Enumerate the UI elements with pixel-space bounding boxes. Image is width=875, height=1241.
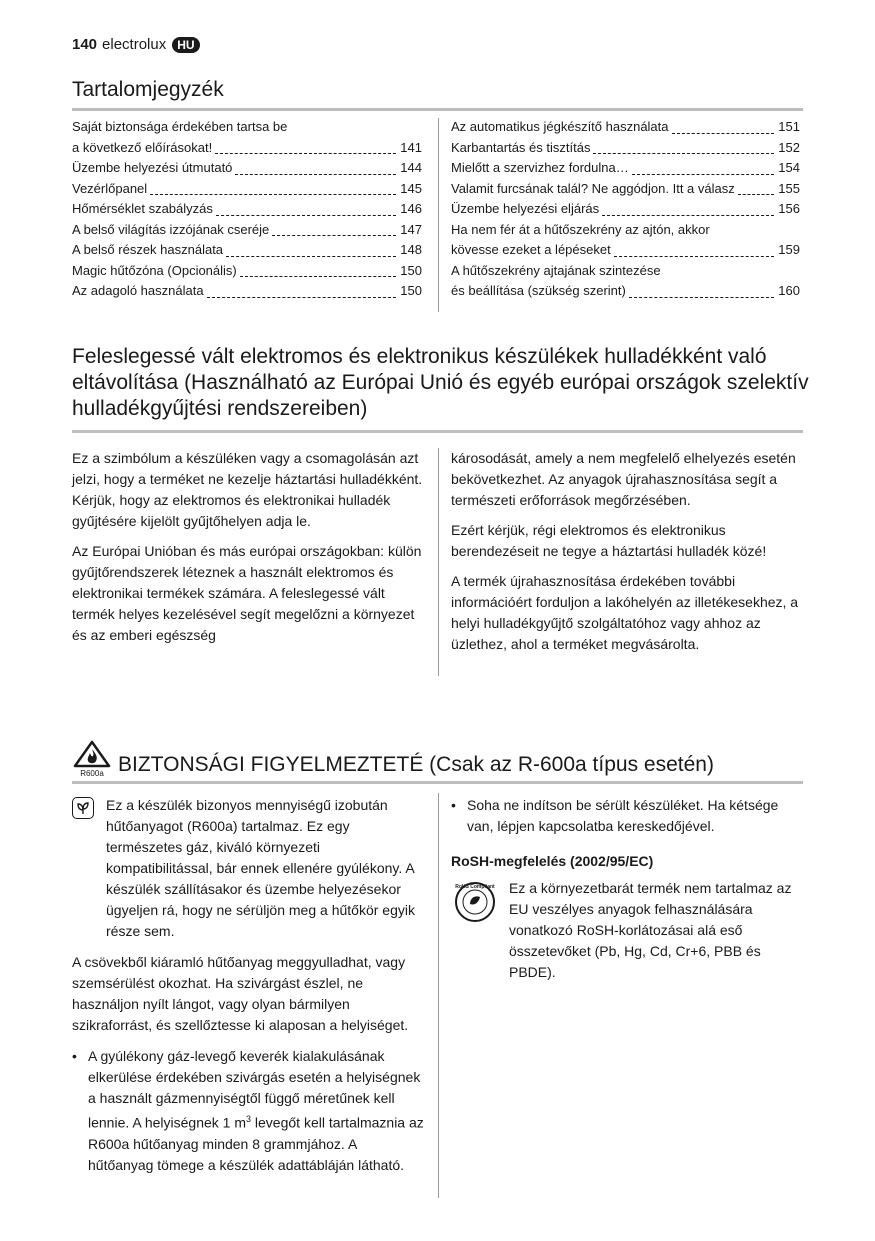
toc-leader [216, 205, 396, 216]
toc-separator [438, 118, 439, 312]
toc-entry-label: kövesse ezeket a lépéseket [451, 242, 611, 257]
toc-entry [72, 138, 422, 159]
disposal-paragraph: Az Európai Unióban és más európai országokban: külön gyűjtőrendszerek léteznek a használt elektromos és elektronikai termékek számára. A feleslegessé vált termék helyes kezelésével segít megelőzni a környezet és az emberi egészség [72, 543, 422, 643]
toc-entry-label: Mielőtt a szervizhez fordulna… [451, 160, 629, 175]
toc-title: Tartalomjegyzék [72, 78, 224, 101]
toc-leader [629, 287, 774, 298]
toc-left-column [72, 117, 422, 302]
toc-entry [451, 138, 800, 159]
toc-leader [614, 246, 775, 257]
bullet-item [451, 795, 806, 837]
toc-entry [72, 117, 422, 138]
toc-entry-label: A hűtőszekrény ajtajának szintezése [451, 262, 661, 278]
toc-entry-label: Karbantartás és tisztítás [451, 139, 591, 155]
toc-entry-page: 150 [400, 262, 422, 278]
toc-entry-page: 150 [400, 283, 422, 298]
toc-entry [72, 261, 422, 282]
disposal-left-column [72, 448, 424, 655]
rosh-title: RoSH-megfelelés (2002/95/EC) [451, 853, 654, 869]
safety-rule [72, 781, 803, 784]
toc-entry-label: Üzembe helyezési eljárás [451, 201, 600, 216]
bullet-dot: • [72, 1048, 77, 1064]
disposal-paragraph: Ezért kérjük, régi elektromos és elektronikus berendezéseit ne tegye a háztartási hulladék közé! [451, 522, 767, 559]
toc-leader [272, 225, 396, 236]
toc-leader [235, 164, 396, 175]
eco-note [72, 795, 424, 942]
toc-entry [72, 240, 422, 261]
toc-entry [72, 220, 422, 241]
toc-entry-page: 147 [400, 221, 422, 237]
toc-entry [72, 179, 422, 200]
language-badge: HU [172, 37, 199, 53]
toc-leader [226, 246, 396, 257]
safety-title: BIZTONSÁGI FIGYELMEZTETÉ (Csak az R-600a típus esetén) [118, 753, 714, 776]
toc-entry-page: 154 [778, 160, 800, 175]
bullet-text: Soha ne indítson be sérült készüléket. Ha kétsége van, lépjen kapcsolatba kereskedőjével. [467, 797, 779, 834]
toc-entry [451, 179, 800, 200]
toc-entry-label: A belső világítás izzójának cseréje [72, 221, 270, 237]
disposal-paragraph: Ez a szimbólum a készüléken vagy a csomagolásán azt jelzi, hogy a terméket ne kezelje háztartási hulladékként. Kérjük, hogy az elektromos és elektronikai hulladék gyűjtésére kijelölt gyűjtőhelyen adja le. [72, 450, 423, 529]
toc-entry-label: Vezérlőpanel [72, 180, 148, 196]
toc-entry-page: 159 [778, 242, 800, 257]
toc-entry-page: 148 [400, 242, 422, 257]
toc-entry-label: Magic hűtőzóna (Opcionális) [72, 262, 237, 278]
toc-entry-page: 151 [778, 119, 800, 134]
toc-entry [451, 117, 800, 138]
disposal-paragraph: károsodását, amely a nem megfelelő elhelyezés esetén bekövetkezhet. Az anyagok újrahasznosítása segít a természeti erőforrások megőrzésében. [451, 450, 796, 508]
page-number: 140 [72, 36, 98, 53]
rohs-stamp-label: RoHS Compliant [455, 884, 495, 890]
rosh-text: Ez a környezetbarát termék nem tartalmaz az EU veszélyes anyagok felhasználására vonatkozó RoSH-korlátozásai alá eső összetevőket (Pb, Hg, Cd, Cr+6, PBB és PBDE). [509, 880, 792, 980]
refrigerant-caption: R600a [80, 769, 104, 778]
toc-entry-page: 145 [400, 180, 422, 196]
toc-entry [451, 240, 800, 261]
safety-separator [438, 793, 439, 1198]
disposal-paragraph: A termék újrahasznosítása érdekében további információért forduljon a lakóhelyén az illetékesekhez, a helyi hulladékgyűjtő szolgáltatóhoz vagy ahhoz az üzlethez, ahol a terméket megvásárolta. [451, 573, 799, 652]
rohs-compliant-icon [451, 880, 503, 924]
toc-leader [215, 143, 396, 154]
toc-entry [451, 199, 800, 220]
toc-entry-label: Az adagoló használata [72, 283, 204, 298]
toc-rule [72, 108, 803, 111]
toc-entry [451, 261, 800, 282]
toc-entry [72, 158, 422, 179]
toc-entry-label: a következő előírásokat! [72, 139, 213, 155]
leaf-icon [72, 797, 94, 819]
toc-leader [207, 287, 397, 298]
flammable-warning-icon [72, 740, 112, 778]
toc-entry [72, 281, 422, 302]
toc-leader [593, 143, 774, 154]
disposal-title: Feleslegessé vált elektromos és elektronikus készülékek hulladékként való eltávolítása (Használható az Európai Unió és egyéb európai országok szelektív hulladékgyűjtési rendszereiben) [72, 345, 809, 420]
toc-entry-label: Valamit furcsának talál? Ne aggódjon. Itt a válasz [451, 180, 735, 196]
toc-entry [451, 281, 800, 302]
toc-leader [602, 205, 774, 216]
safety-heading [72, 740, 714, 778]
toc-entry-label: Saját biztonsága érdekében tartsa be [72, 119, 288, 134]
rosh-note [451, 878, 806, 983]
toc-entry-label: Az automatikus jégkészítő használata [451, 119, 669, 134]
toc-entry-page: 152 [778, 139, 800, 155]
toc-entry-page: 144 [400, 160, 422, 175]
toc-leader [150, 184, 396, 195]
bullet-item [72, 1046, 424, 1176]
toc-leader [738, 184, 775, 195]
safety-left-column [72, 795, 424, 1176]
toc-entry-label: és beállítása (szükség szerint) [451, 283, 626, 298]
toc-entry-label: Ha nem fér át a hűtőszekrény az ajtón, akkor [451, 221, 710, 237]
toc-entry [451, 220, 800, 241]
toc-entry-label: Hőmérséklet szabályzás [72, 201, 213, 216]
toc-leader [240, 266, 397, 277]
bullet-text: A gyúlékony gáz-levegő keverék kialakulásának elkerülése érdekében szivárgás esetén a helyiségnek a használt gázmennyiségtől függő méretűnek kell lennie. A helyiségnek 1 $m^3$ levegőt kell tartalmaznia az R600a hűtőanyag minden 8 grammjához. A hűtőanyag tömege a készülék adattábláján látható. [88, 1048, 424, 1173]
disposal-rule [72, 430, 803, 433]
toc-entry-page: 141 [400, 139, 422, 155]
toc-entry-page: 156 [778, 201, 800, 216]
toc-entry-label: A belső részek használata [72, 242, 224, 257]
toc-entry-label: Üzembe helyezési útmutató [72, 160, 233, 175]
toc-entry [72, 199, 422, 220]
safety-paragraph: A csövekből kiáramló hűtőanyag meggyulladhat, vagy szemsérülést okozhat. Ha szivárgást észlel, ne használjon nyílt lángot, vagy olyan bármilyen szikraforrást, és szellőztesse ki alaposan a helyiséget. [72, 954, 409, 1033]
toc-entry-page: 160 [778, 283, 800, 298]
toc-entry-page: 146 [400, 201, 422, 216]
eco-text: Ez a készülék bizonyos mennyiségű izobután hűtőanyagot (R600a) tartalmaz. Ez egy természetes gáz, kiváló környezeti kompatibilitással, bár ennek ellenére gyúlékony. A készülék szállításakor és üzembe helyezésekor ügyeljen rá, hogy ne sérüljön meg a hűtőkör egyik része sem. [106, 797, 415, 939]
brand-name: electrolux [102, 36, 167, 53]
page-header [72, 36, 200, 53]
toc-entry [451, 158, 800, 179]
toc-entry-page: 155 [778, 180, 800, 196]
toc-leader [672, 123, 775, 134]
disposal-separator [438, 448, 439, 676]
toc-right-column [451, 117, 800, 302]
safety-right-column [451, 795, 806, 983]
bullet-dot: • [451, 797, 456, 813]
disposal-right-column [451, 448, 806, 664]
toc-leader [632, 164, 775, 175]
